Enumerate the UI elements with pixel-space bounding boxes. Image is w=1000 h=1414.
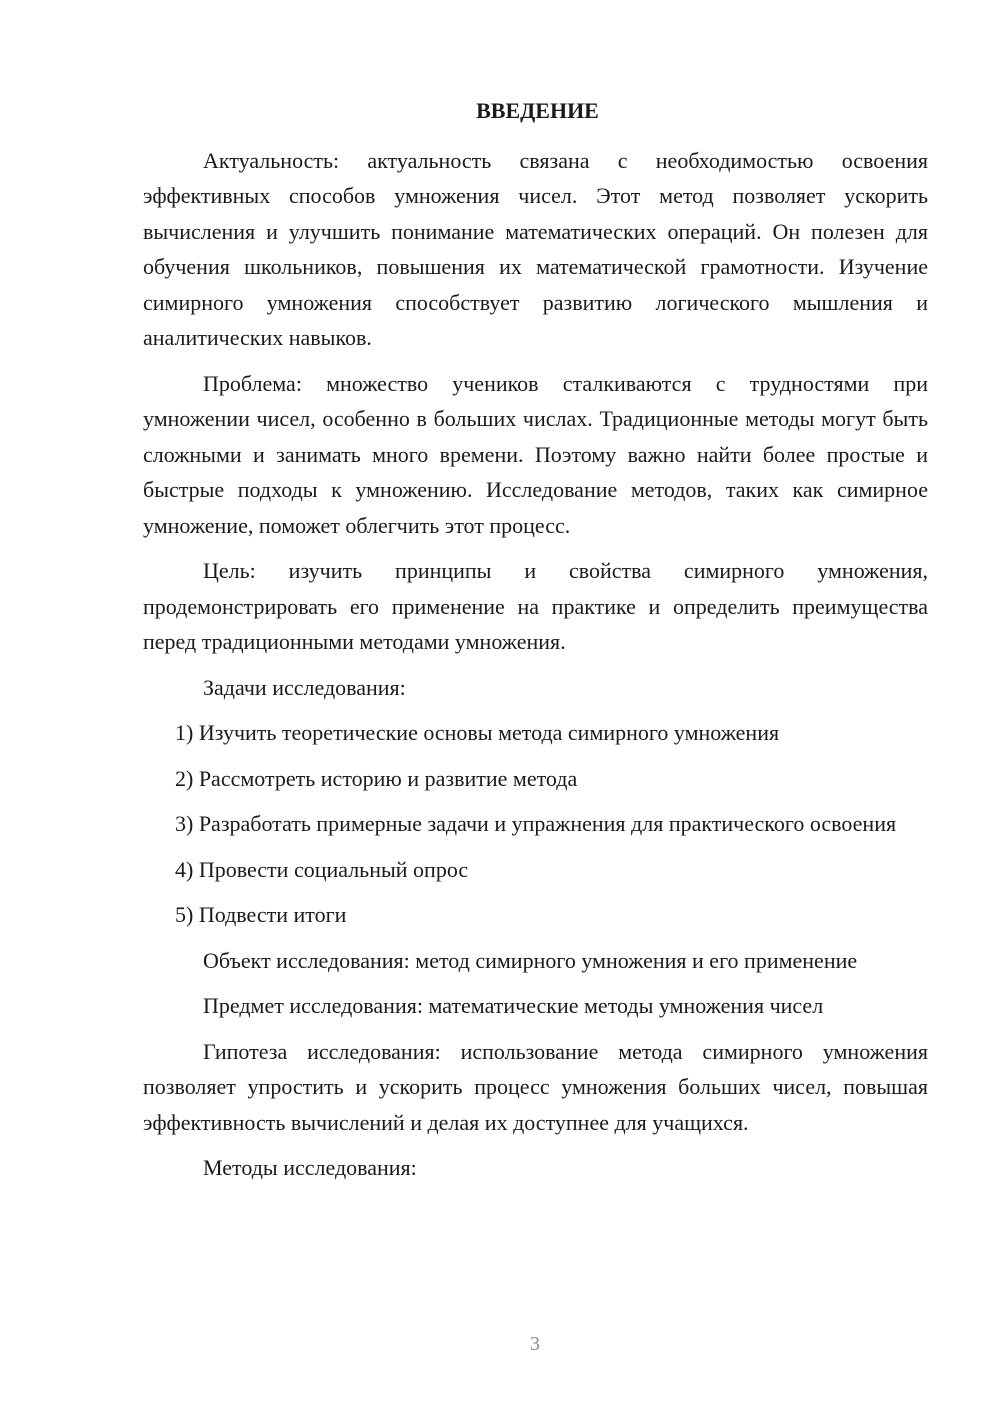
task-item-2: 2) Рассмотреть историю и развитие метода — [175, 765, 578, 791]
page-content — [143, 93, 928, 1196]
methods-heading: Методы исследования: — [203, 1155, 417, 1180]
task-item-5: 5) Подвести итоги — [175, 902, 347, 927]
paragraph-object: Объект исследования: метод симирного умножения и его применение — [203, 947, 858, 973]
paragraph-hypothesis: Гипотеза исследования: использование метода симирного умножения позволяет упростить и ускорить процесс умножения больших чисел, повышая эффективность вычислений и делая их доступнее для учащихся. — [143, 1038, 928, 1135]
page-number: 3 — [530, 1333, 540, 1355]
task-item-4: 4) Провести социальный опрос — [175, 856, 469, 882]
paragraph-subject: Предмет исследования: математические методы умножения чисел — [203, 993, 824, 1018]
paragraph-problem: Проблема: множество учеников сталкиваются с трудностями при умножении чисел, особенно в больших числах. Традиционные методы могут быть сложными и занимать много времени. Поэтому важно найти более простые и быстрые подходы к умножению. Исследование методов, таких как симирное умножение, поможет облегчить этот процесс. — [143, 370, 928, 538]
tasks-heading: Задачи исследования: — [203, 674, 406, 700]
section-title: ВВЕДЕНИЕ — [476, 98, 599, 123]
paragraph-relevance: Актуальность: актуальность связана с необходимостью освоения эффективных способов умножения чисел. Этот метод позволяет ускорить вычисления и улучшить понимание математических операций. Он полезен для обучения школьников, повышения их математической грамотности. Изучение симирного умножения способствует развитию логического мышления и аналитических навыков. — [143, 147, 928, 350]
task-item-3: 3) Разработать примерные задачи и упражнения для практического освоения — [175, 811, 897, 836]
task-item-1: 1) Изучить теоретические основы метода симирного умножения — [175, 720, 780, 745]
paragraph-goal: Цель: изучить принципы и свойства симирного умножения, продемонстрировать его применение на практике и определить преимущества перед традиционными методами умножения. — [143, 558, 928, 654]
